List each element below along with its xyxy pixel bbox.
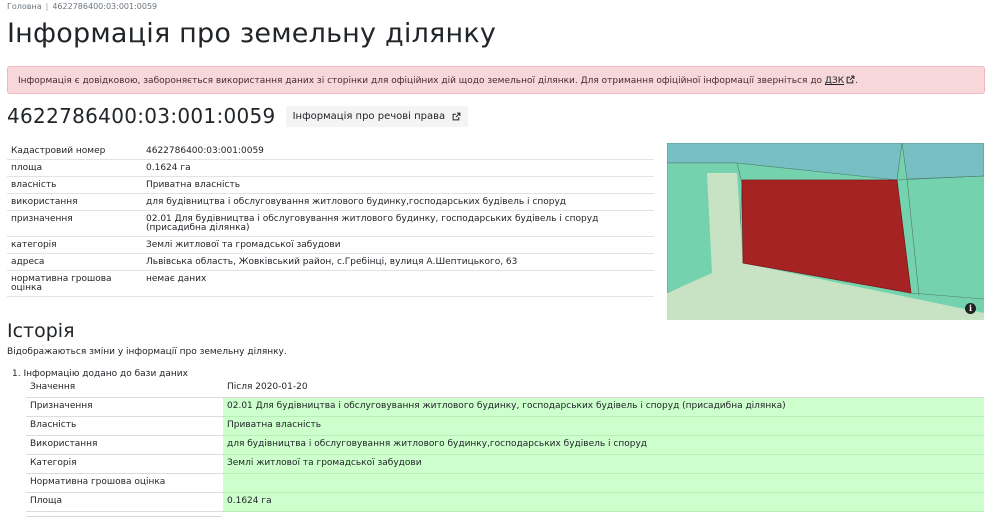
history-value: Після 2020-01-20: [223, 379, 984, 398]
info-value: Львівська область, Жовківський район, с.Гребінці, вулиця А.Шептицького, 63: [142, 254, 654, 271]
table-row: [7, 254, 654, 271]
info-value: 4622786400:03:001:0059: [142, 143, 654, 160]
info-key: власність: [7, 177, 142, 194]
info-value: Землі житлової та громадської забудови: [142, 237, 654, 254]
history-key: Використання: [26, 436, 223, 455]
history-description: Відображаються зміни у інформації про земельну ділянку.: [7, 347, 287, 357]
table-row: [26, 379, 984, 398]
history-item-number: 1.: [12, 369, 21, 379]
breadcrumb-home-link[interactable]: Головна: [7, 2, 42, 11]
history-value: 02.01 Для будівництва і обслуговування житлового будинку, господарських будівель і споруд (присадибна ділянка): [223, 398, 984, 417]
parcel-cadastral-number: 4622786400:03:001:0059: [7, 104, 276, 128]
external-link-icon: [846, 75, 855, 84]
external-link-icon: [452, 112, 461, 121]
breadcrumb-current: 4622786400:03:001:0059: [52, 2, 158, 11]
info-value: Приватна власність: [142, 177, 654, 194]
table-row: [26, 455, 984, 474]
info-value: 0.1624 га: [142, 160, 654, 177]
info-value: немає даних: [142, 271, 654, 297]
history-key: Нормативна грошова оцінка: [26, 474, 223, 493]
table-bottom-divider: [26, 516, 222, 517]
history-key: Категорія: [26, 455, 223, 474]
history-value: Землі житлової та громадської забудови: [223, 455, 984, 474]
alert-suffix: .: [855, 76, 858, 86]
history-title: Історія: [7, 320, 75, 342]
table-row: [26, 474, 984, 493]
dzk-link[interactable]: [825, 76, 855, 86]
table-row: [26, 398, 984, 417]
alert-text: Інформація є довідковою, забороняється використання даних зі сторінки для офіційних дій щодо земельної ділянки. Для отримання офіційної інформації зверніться до: [18, 76, 825, 86]
map-canvas[interactable]: [667, 143, 984, 320]
history-key: Площа: [26, 493, 223, 512]
history-key: Значення: [26, 379, 223, 398]
history-item-heading: [12, 369, 188, 379]
history-item-title: Інформацію додано до бази даних: [23, 369, 188, 379]
table-row: [26, 417, 984, 436]
property-rights-button[interactable]: [286, 106, 469, 127]
table-row: [7, 177, 654, 194]
history-value: [223, 474, 984, 493]
dzk-link-label: ДЗК: [824, 76, 845, 86]
info-key: нормативна грошова оцінка: [7, 271, 142, 297]
page-title: Інформація про земельну ділянку: [7, 18, 497, 49]
breadcrumb-separator: |: [45, 2, 49, 11]
parcel-map[interactable]: [667, 143, 984, 320]
table-row: [26, 493, 984, 512]
table-row: [26, 436, 984, 455]
property-rights-button-label: Інформація про речові права: [292, 110, 446, 122]
info-key: використання: [7, 194, 142, 211]
table-row: [7, 160, 654, 177]
disclaimer-alert: [7, 66, 985, 94]
info-value: 02.01 Для будівництва і обслуговування житлового будинку, господарських будівель і споруд (присадибна ділянка): [142, 211, 654, 237]
history-value: Приватна власність: [223, 417, 984, 436]
info-key: Кадастровий номер: [7, 143, 142, 160]
table-row: [7, 237, 654, 254]
history-key: Власність: [26, 417, 223, 436]
parcel-heading: [7, 104, 468, 128]
info-key: площа: [7, 160, 142, 177]
breadcrumb: [7, 2, 157, 11]
info-key: адреса: [7, 254, 142, 271]
table-row: [7, 143, 654, 160]
table-row: [7, 211, 654, 237]
map-info-icon[interactable]: i: [965, 303, 976, 314]
history-value: для будівництва і обслуговування житлового будинку,господарських будівель і споруд: [223, 436, 984, 455]
table-row: [7, 194, 654, 211]
history-key: Призначення: [26, 398, 223, 417]
info-key: категорія: [7, 237, 142, 254]
info-value: для будівництва і обслуговування житлового будинку,господарських будівель і споруд: [142, 194, 654, 211]
table-row: [7, 271, 654, 297]
history-value: 0.1624 га: [223, 493, 984, 512]
history-changes-table: [26, 379, 984, 512]
info-key: призначення: [7, 211, 142, 237]
parcel-info-table: [7, 143, 654, 297]
